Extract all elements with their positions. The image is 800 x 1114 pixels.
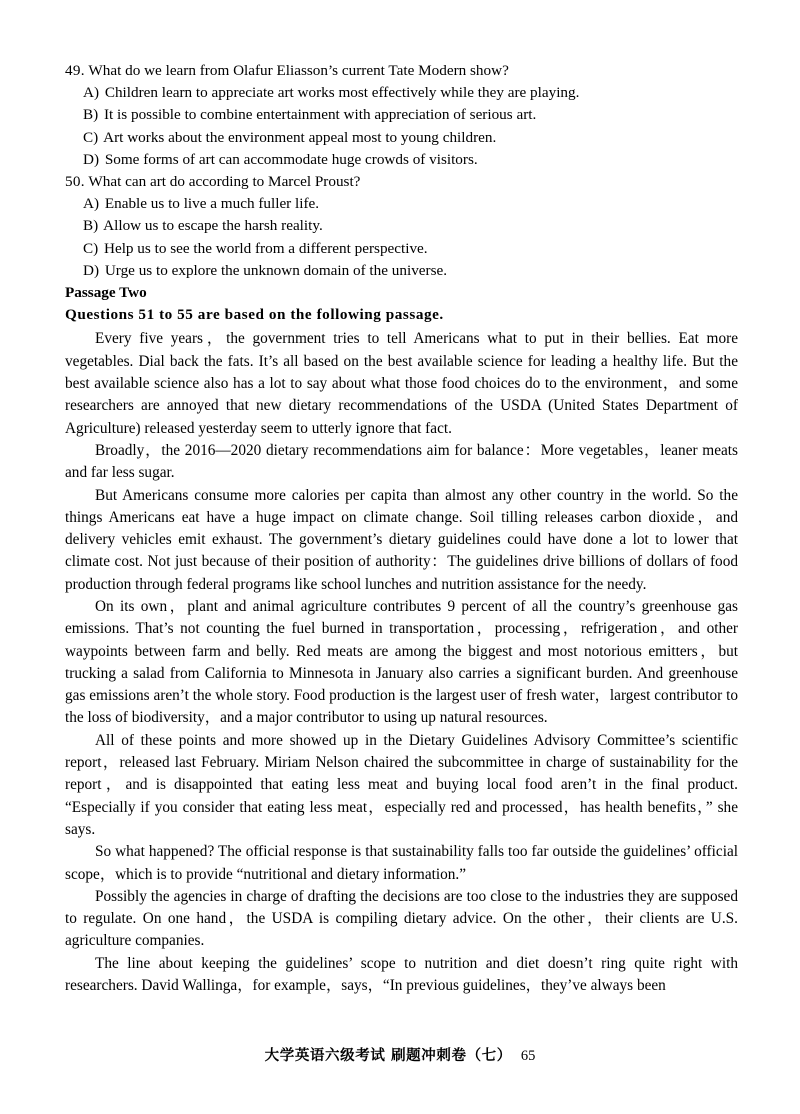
- passage-paragraph-6: So what happened? The official response is that sustainability falls too far outside the guidelines’ official scope，which is to provide “nutritional and dietary information.”: [65, 843, 738, 883]
- footer-title: 大学英语六级考试 刷题冲刺卷（七）: [264, 1048, 512, 1064]
- passage-paragraph-8: The line about keeping the guidelines’ scope to nutrition and diet doesn’t ring quite right with researchers. David Wallinga，for example，says，“In previous guidelines，they’ve always been: [65, 954, 738, 995]
- question-stem-49: [65, 60, 738, 82]
- options-list-50: [65, 193, 738, 282]
- option-letter-49-c: C): [83, 128, 99, 146]
- option-text-50-a: Enable us to live a much fuller life.: [104, 195, 320, 213]
- passage-paragraph-1: Every five years，the government tries to tell Americans what to put in their bellies. Eat more vegetables. Dial back the fats. It’s all based on the best available science for leading a healthy life. But the best available science also has a lot to say about what those food choices do to the environment，and some researchers are annoyed that new dietary recommendations of the USDA (United States Department of Agriculture) released yesterday seem to utterly ignore that fact.: [65, 330, 738, 437]
- passage-paragraph-5: All of these points and more showed up in the Dietary Guidelines Advisory Committee’s scientific report，released last February. Miriam Nelson chaired the subcommittee in charge of sustainability for the report，and is disappointed that eating less meat and buying local food aren’t in the final product. “Especially if you consider that eating less meat，especially red and processed，has health benefits，” she says.: [65, 731, 738, 838]
- option-text-49-d: Some forms of art can accommodate huge crowds of visitors.: [104, 150, 478, 168]
- passage-paragraph-3: But Americans consume more calories per capita than almost any other country in the world. So the things Americans eat have a huge impact on climate change. Soil tilling releases carbon dioxide，and delivery vehicles emit exhaust. The government’s dietary guidelines could have done a lot to lower that climate cost. Not just because of their position of authority：The guidelines drive billions of dollars of food production through federal programs like school lunches and nutrition assistance for the needy.: [65, 486, 738, 593]
- passage-paragraph-4: On its own，plant and animal agriculture contributes 9 percent of all the country’s greenhouse gas emissions. That’s not counting the fuel burned in transportation，processing，refrigeration，and other waypoints between farm and belly. Red meats are among the biggest and most notorious emitters，but trucking a salad from California to Minnesota in January also carries a significant burden. And greenhouse gas emissions aren’t the whole story. Food production is the largest user of fresh water，largest contributor to the loss of biodiversity，and a major contributor to using up natural resources.: [65, 598, 738, 727]
- question-stem-50: [65, 171, 738, 193]
- option-text-50-d: Urge us to explore the unknown domain of the universe.: [104, 261, 448, 279]
- option-letter-49-b: B): [83, 106, 99, 124]
- question-number-49: 49.: [65, 62, 85, 79]
- option-50-d[interactable]: [65, 260, 738, 282]
- page-footer: [0, 1046, 800, 1066]
- option-50-a[interactable]: [65, 193, 738, 215]
- option-50-c[interactable]: [65, 238, 738, 260]
- question-text-49: What do we learn from Olafur Eliasson’s current Tate Modern show?: [88, 62, 509, 79]
- question-text-50: What can art do according to Marcel Proust?: [88, 173, 361, 191]
- question-block-50: [65, 171, 738, 282]
- option-letter-50-a: A): [83, 195, 100, 213]
- passage-body: [65, 328, 738, 997]
- passage-paragraph-7: Possibly the agencies in charge of drafting the decisions are too close to the industries they are supposed to regulate. On one hand，the USDA is compiling dietary advice. On the other，their clients are U.S. agriculture companies.: [65, 887, 738, 950]
- option-letter-49-a: A): [83, 84, 100, 102]
- option-text-50-c: Help us to see the world from a different perspective.: [103, 239, 428, 257]
- question-block-49: [65, 60, 738, 171]
- option-text-49-b: It is possible to combine entertainment with appreciation of serious art.: [103, 106, 537, 124]
- page-number: 65: [520, 1048, 536, 1064]
- page-content: [65, 60, 738, 997]
- option-text-50-b: Allow us to escape the harsh reality.: [103, 217, 323, 235]
- option-49-c[interactable]: [65, 127, 738, 149]
- passage-paragraph-2: Broadly，the 2016—2020 dietary recommendations aim for balance：More vegetables，leaner meats and far less sugar.: [65, 441, 738, 482]
- option-text-49-a: Children learn to appreciate art works most effectively while they are playing.: [104, 84, 580, 102]
- passage-questions-range: Questions 51 to 55 are based on the following passage.: [65, 306, 444, 324]
- option-letter-50-d: D): [83, 261, 100, 279]
- passage-title: Passage Two: [65, 284, 147, 302]
- option-letter-50-c: C): [83, 239, 99, 257]
- option-49-b[interactable]: [65, 104, 738, 126]
- option-49-d[interactable]: [65, 149, 738, 171]
- option-49-a[interactable]: [65, 82, 738, 104]
- question-number-50: 50.: [65, 173, 85, 191]
- option-50-b[interactable]: [65, 215, 738, 237]
- options-list-49: [65, 82, 738, 171]
- option-letter-50-b: B): [83, 217, 99, 235]
- option-text-49-c: Art works about the environment appeal most to young children.: [103, 128, 497, 146]
- option-letter-49-d: D): [83, 150, 100, 168]
